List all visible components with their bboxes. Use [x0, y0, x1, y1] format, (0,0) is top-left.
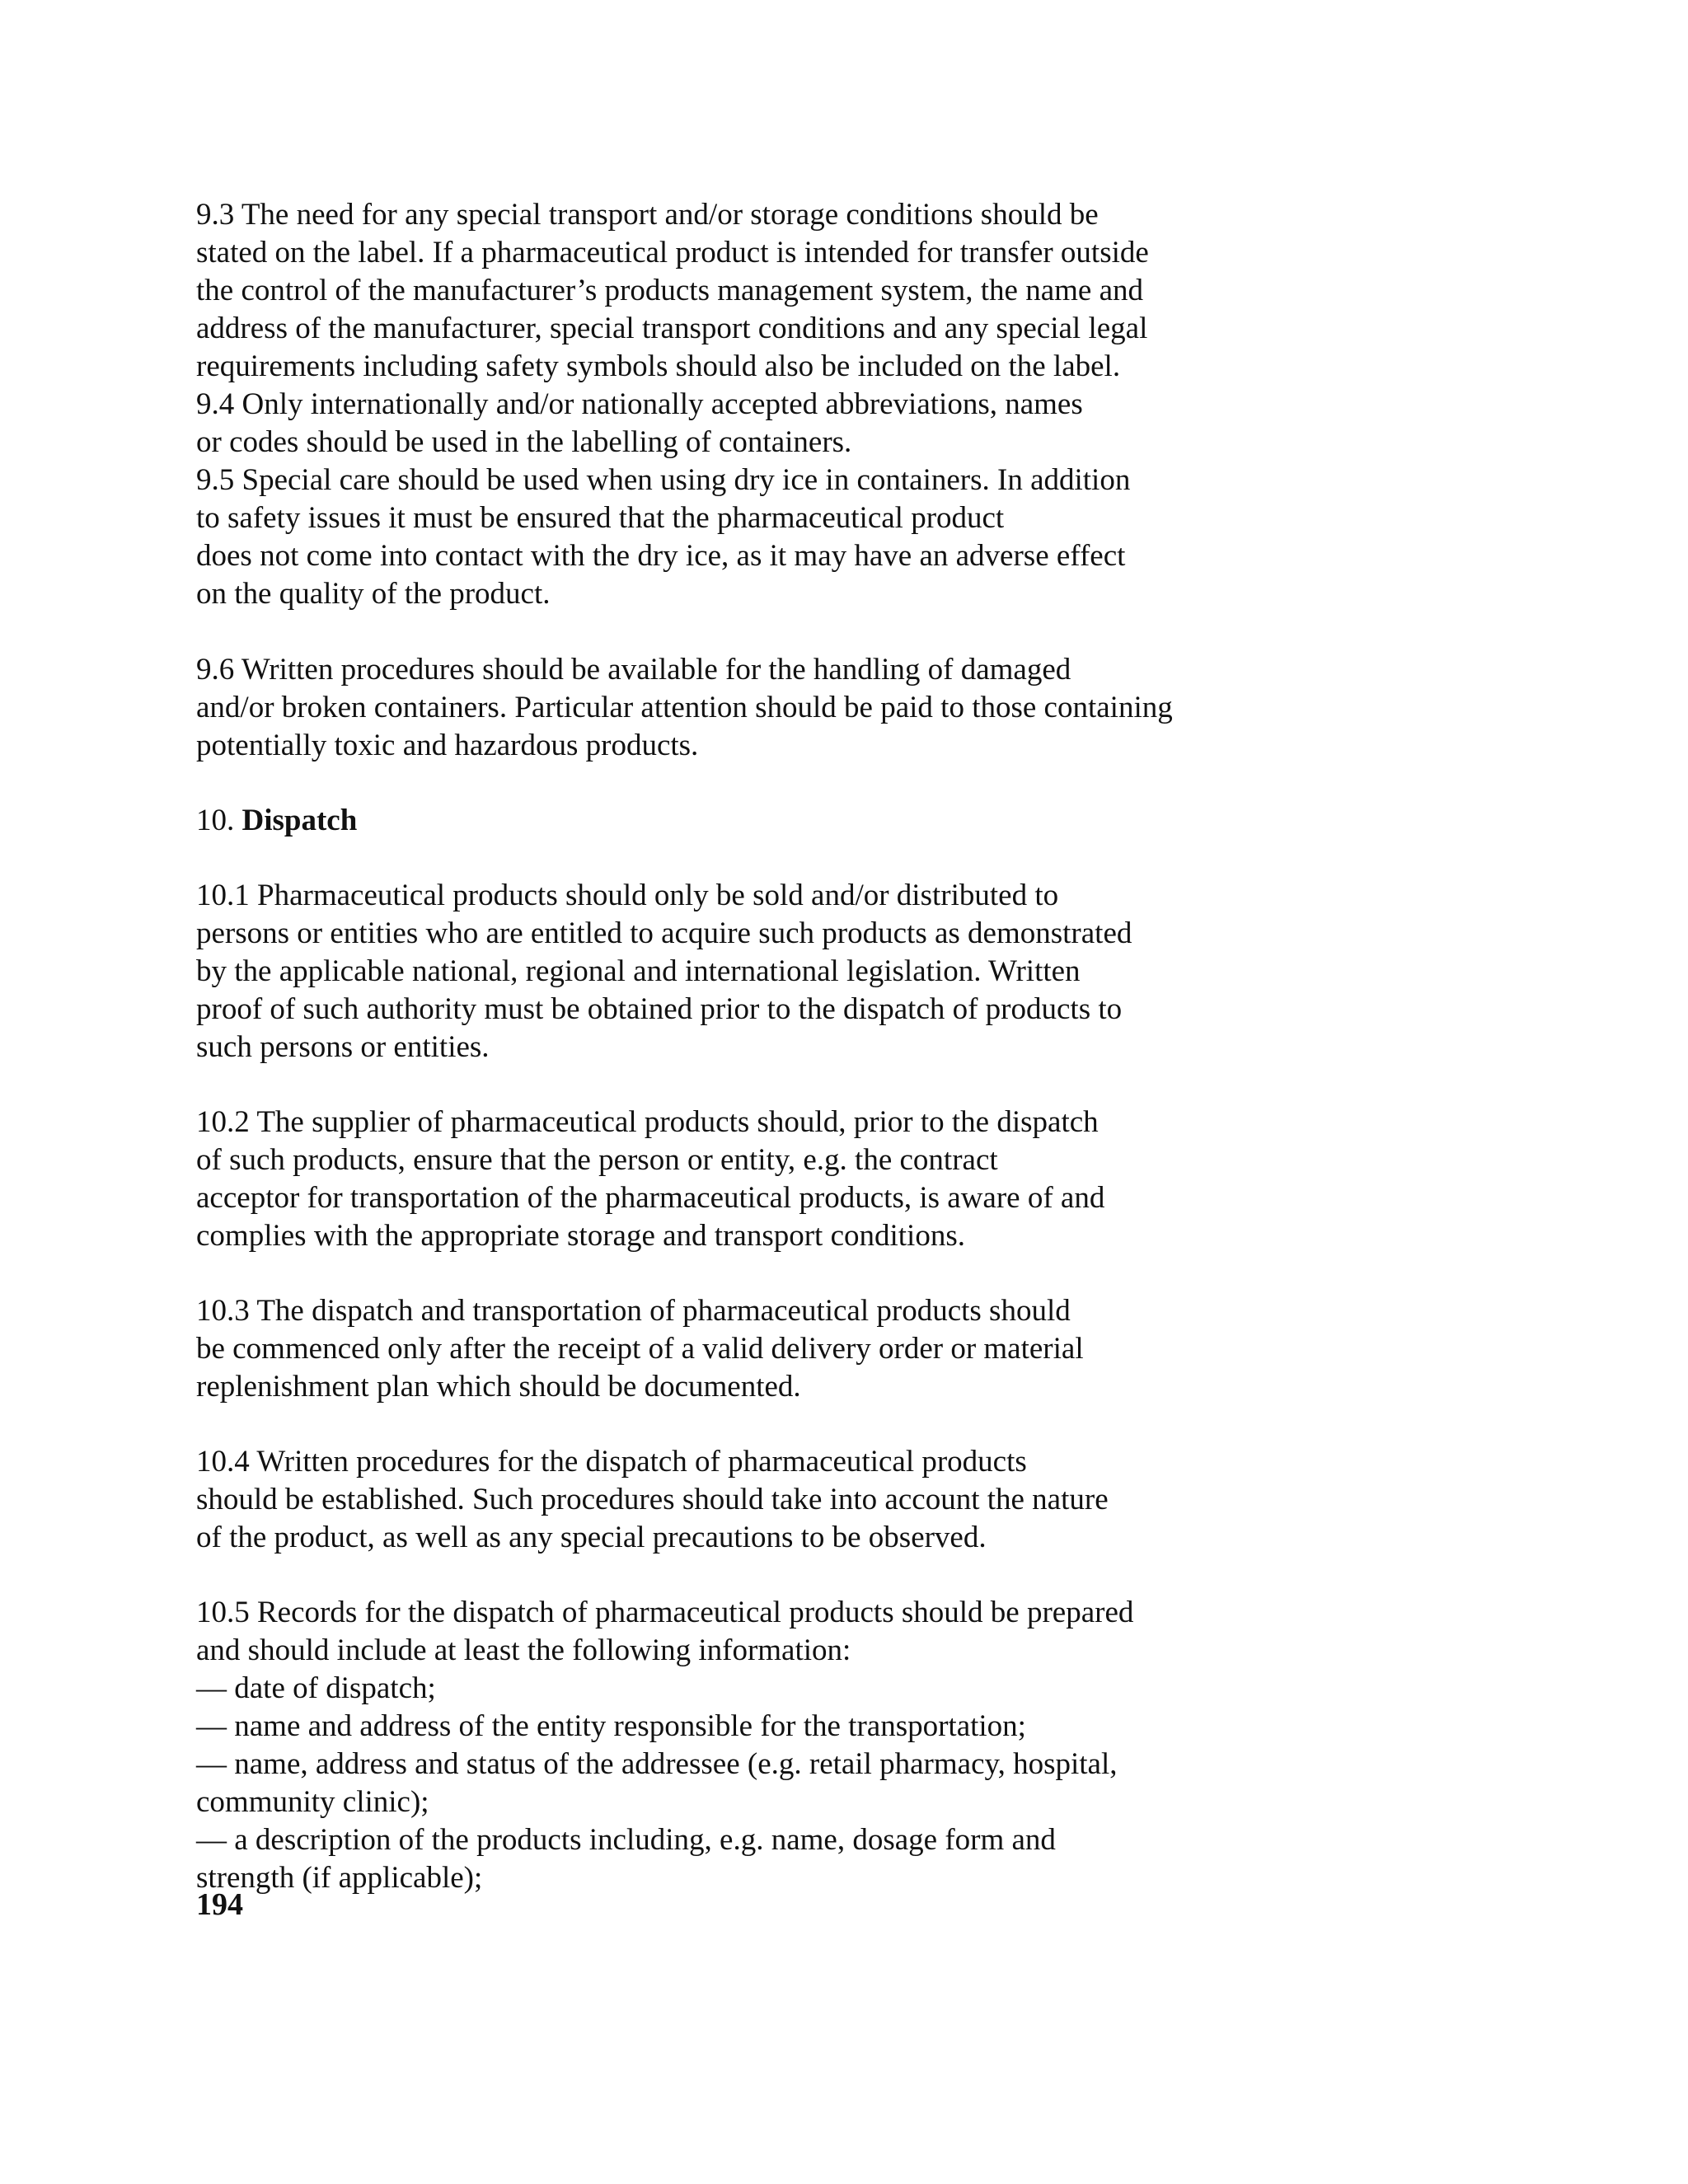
text-line: replenishment plan which should be documented. [196, 1370, 801, 1404]
text-line: such persons or entities. [196, 1030, 490, 1064]
section-heading-title: Dispatch [241, 804, 358, 837]
text-line: 9.6 Written procedures should be available for the handling of damaged [196, 653, 1071, 687]
text-line: 10.2 The supplier of pharmaceutical products should, prior to the dispatch [196, 1105, 1099, 1139]
text-line: address of the manufacturer, special transport conditions and any special legal [196, 312, 1148, 345]
section-heading-number: 10. [196, 804, 242, 837]
text-line: 9.4 Only internationally and/or nationally accepted abbreviations, names [196, 387, 1083, 421]
text-line: persons or entities who are entitled to acquire such products as demonstrated [196, 916, 1132, 950]
text-line: potentially toxic and hazardous products. [196, 729, 699, 762]
list-item-continuation: strength (if applicable); [196, 1861, 483, 1895]
list-item: — name, address and status of the addressee (e.g. retail pharmacy, hospital, [196, 1747, 1118, 1781]
list-item: — a description of the products including, e.g. name, dosage form and [196, 1823, 1056, 1857]
text-line: 9.3 The need for any special transport and/or storage conditions should be [196, 198, 1099, 232]
text-line: or codes should be used in the labelling of containers. [196, 425, 852, 459]
section-heading [196, 805, 357, 836]
text-line: 10.4 Written procedures for the dispatch of pharmaceutical products [196, 1445, 1027, 1479]
text-line: 10.1 Pharmaceutical products should only be sold and/or distributed to [196, 879, 1059, 912]
text-line: be commenced only after the receipt of a valid delivery order or material [196, 1332, 1084, 1366]
text-line: the control of the manufacturer’s products management system, the name and [196, 274, 1144, 307]
text-line: and should include at least the following information: [196, 1633, 851, 1667]
list-item: — date of dispatch; [196, 1671, 436, 1705]
text-line: to safety issues it must be ensured that the pharmaceutical product [196, 501, 1005, 535]
text-line: acceptor for transportation of the pharmaceutical products, is aware of and [196, 1181, 1105, 1215]
text-line: by the applicable national, regional and international legislation. Written [196, 954, 1081, 988]
text-line: requirements including safety symbols should also be included on the label. [196, 349, 1121, 383]
text-line: proof of such authority must be obtained prior to the dispatch of products to [196, 992, 1123, 1026]
text-line: 10.3 The dispatch and transportation of pharmaceutical products should [196, 1294, 1071, 1328]
text-line: 9.5 Special care should be used when using dry ice in containers. In addition [196, 463, 1131, 497]
text-line: on the quality of the product. [196, 577, 551, 611]
text-line: should be established. Such procedures should take into account the nature [196, 1483, 1109, 1516]
text-line: and/or broken containers. Particular attention should be paid to those containing [196, 691, 1173, 724]
text-line: stated on the label. If a pharmaceutical product is intended for transfer outside [196, 236, 1149, 269]
text-line: 10.5 Records for the dispatch of pharmaceutical products should be prepared [196, 1596, 1134, 1629]
list-item: — name and address of the entity responsible for the transportation; [196, 1709, 1026, 1743]
text-line: does not come into contact with the dry ice, as it may have an adverse effect [196, 539, 1126, 573]
list-item-continuation: community clinic); [196, 1785, 429, 1819]
text-line: of such products, ensure that the person or entity, e.g. the contract [196, 1143, 998, 1177]
page-number: 194 [196, 1887, 243, 1922]
text-line: of the product, as well as any special precautions to be observed. [196, 1521, 987, 1554]
text-line: complies with the appropriate storage and transport conditions. [196, 1219, 965, 1253]
